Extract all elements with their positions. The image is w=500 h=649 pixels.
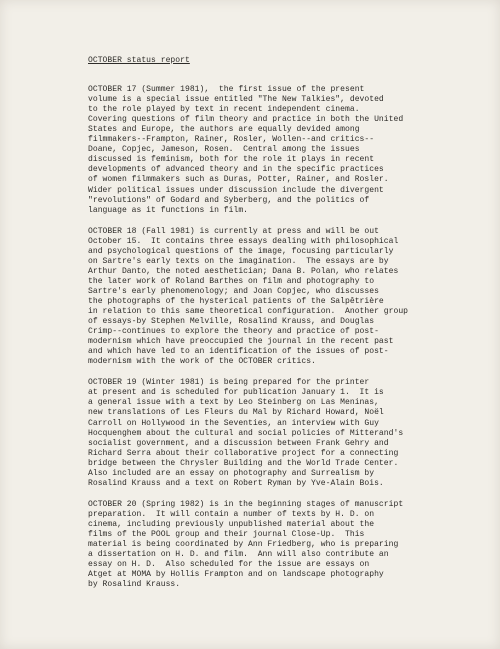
paragraph-line: Arthur Danto, the noted aesthetician; Dana B. Polan, who relates: [88, 266, 399, 276]
paragraph-october-19: [88, 378, 470, 489]
paragraph-line: discussed is feminism, both for the role it plays in recent: [88, 155, 375, 165]
paragraph-line: Covering questions of film theory and practice in both the United: [88, 115, 404, 125]
paragraph-line: a dissertation on H. D. and film. Ann will also contribute an: [88, 550, 389, 560]
paragraph-line: developments of advanced theory and in the specific practices: [88, 165, 384, 175]
paragraph-line: filmmakers--Frampton, Rainer, Rosler, Wollen--and critics--: [88, 135, 375, 145]
paragraph-line: essay on H. D. Also scheduled for the issue are essays on: [88, 560, 370, 570]
report-body: [88, 56, 470, 601]
paragraph-line: Carroll on Hollywood in the Seventies, an interview with Guy: [88, 418, 379, 428]
paragraph-line: Atget at MOMA by Hollis Frampton and on landscape photography: [88, 570, 384, 580]
paragraph-line: OCTOBER 18 (Fall 1981) is currently at press and will be out: [88, 226, 379, 236]
paragraph-line: material is being coordinated by Ann Friedberg, who is preparing: [88, 540, 399, 550]
paragraph-line: preparation. It will contain a number of texts by H. D. on: [88, 509, 375, 519]
paragraph-line: of essays-by Stephen Melville, Rosalind Krauss, and Douglas: [88, 317, 375, 327]
paragraph-october-17: [88, 85, 470, 216]
paragraph-line: at present and is scheduled for publication January 1. It is: [88, 388, 384, 398]
paragraph-line: bridge between the Chrysler Building and the World Trade Center.: [88, 458, 399, 468]
paragraph-line: modernism with the work of the OCTOBER critics.: [88, 357, 316, 367]
paragraph-line: modernism which have preoccupied the journal in the recent past: [88, 337, 394, 347]
paragraph-line: and which have led to an identification of the issues of post-: [88, 347, 389, 357]
paragraph-line: Crimp--continues to explore the theory and practice of post-: [88, 327, 379, 337]
paragraph-line: Also included are an essay on photography and Surrealism by: [88, 468, 375, 478]
paragraph-line: "revolutions" of Godard and Syberberg, and the politics of: [88, 195, 370, 205]
report-title: OCTOBER status report: [88, 56, 190, 65]
paragraph-line: on Sartre's early texts on the imagination. The essays are by: [88, 256, 389, 266]
paragraph-line: films of the POOL group and their journal Close-Up. This: [88, 529, 365, 539]
paragraph-line: Sartre's early phenomenology; and Joan Copjec, who discusses: [88, 286, 379, 296]
paragraph-line: Richard Serra about their collaborative project for a connecting: [88, 448, 399, 458]
paragraph-line: of women filmmakers such as Duras, Potter, Rainer, and Rosler.: [88, 175, 389, 185]
paragraph-line: Hocquenghem about the cultural and social policies of Mitterand's: [88, 428, 404, 438]
paragraph-line: socialist government, and a discussion between Frank Gehry and: [88, 438, 389, 448]
paragraph-line: October 15. It contains three essays dealing with philosophical: [88, 236, 399, 246]
paragraph-line: to the role played by text in recent independent cinema.: [88, 105, 360, 115]
paragraph-line: Wider political issues under discussion include the divergent: [88, 185, 384, 195]
paragraph-line: volume is a special issue entitled "The New Talkies", devoted: [88, 95, 384, 105]
paragraph-line: language as it functions in film.: [88, 205, 249, 215]
paragraph-line: a general issue with a text by Leo Steinberg on Las Meninas,: [88, 398, 379, 408]
paragraph-october-18: [88, 227, 470, 368]
paragraph-line: new translations of Les Fleurs du Mal by Richard Howard, Noël: [88, 408, 384, 418]
paragraph-line: in relation to this same theoretical configuration. Another group: [88, 307, 409, 317]
paragraph-line: Rosalind Krauss and a text on Robert Ryman by Yve-Alain Bois.: [88, 478, 384, 488]
paragraph-line: OCTOBER 20 (Spring 1982) is in the beginning stages of manuscript: [88, 499, 404, 509]
paragraph-line: OCTOBER 17 (Summer 1981), the first issue of the present: [88, 85, 365, 95]
paragraph-line: cinema, including previously unpublished material about the: [88, 519, 375, 529]
paragraph-line: States and Europe, the authors are equally devided among: [88, 125, 360, 135]
paragraph-line: the photographs of the hysterical patients of the Salpêtrière: [88, 296, 384, 306]
paragraph-line: OCTOBER 19 (Winter 1981) is being prepared for the printer: [88, 378, 370, 388]
paragraph-october-20: [88, 500, 470, 590]
paragraph-line: Doane, Copjec, Jameson, Rosen. Central among the issues: [88, 145, 360, 155]
paragraph-line: the later work of Roland Barthes on film and photography to: [88, 276, 375, 286]
paragraph-line: and psychological questions of the image, focusing particularly: [88, 246, 394, 256]
paragraph-line: by Rosalind Krauss.: [88, 580, 181, 590]
